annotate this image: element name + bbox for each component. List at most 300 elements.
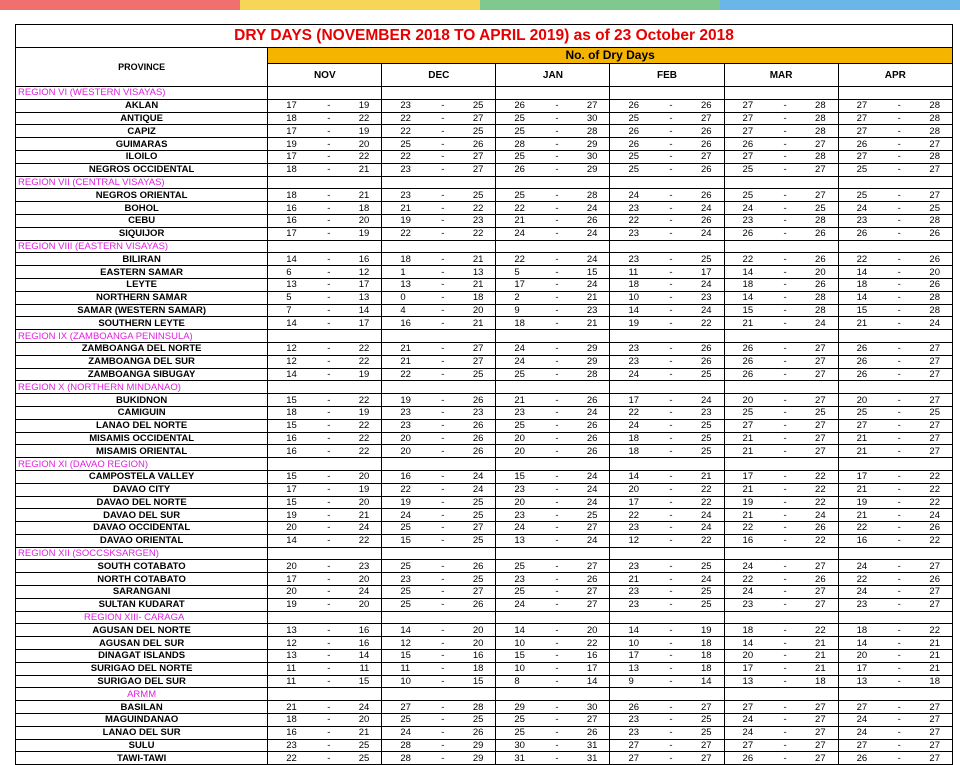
range-max-apr: 26	[904, 522, 952, 535]
range-max-mar: 27	[790, 726, 838, 739]
range-min-apr: 18	[838, 278, 894, 291]
range-separator: -	[780, 355, 790, 368]
top-bar-segment-green	[480, 0, 720, 10]
range-max-nov: 19	[334, 99, 382, 112]
range-separator: -	[894, 624, 904, 637]
range-min-nov: 19	[268, 509, 324, 522]
range-separator: -	[438, 483, 448, 496]
range-separator: -	[552, 701, 562, 714]
range-separator: -	[438, 560, 448, 573]
range-max-mar: 26	[790, 522, 838, 535]
range-separator: -	[324, 368, 334, 381]
province-name: CAPIZ	[16, 125, 268, 138]
range-min-feb: 26	[610, 138, 666, 151]
range-min-dec: 0	[382, 291, 438, 304]
table-row	[16, 125, 953, 138]
range-max-feb: 22	[676, 534, 724, 547]
table-row	[16, 573, 953, 586]
range-max-feb: 25	[676, 586, 724, 599]
range-separator: -	[438, 432, 448, 445]
range-min-apr: 26	[838, 752, 894, 765]
range-separator: -	[780, 445, 790, 458]
range-max-nov: 24	[334, 522, 382, 535]
range-separator: -	[438, 675, 448, 688]
province-name: LEYTE	[16, 278, 268, 291]
range-min-nov: 16	[268, 214, 324, 227]
range-min-mar: 27	[724, 112, 780, 125]
range-min-jan: 24	[496, 598, 552, 611]
range-separator: -	[666, 189, 676, 202]
range-separator: -	[894, 739, 904, 752]
range-max-mar: 27	[790, 752, 838, 765]
range-separator: -	[552, 586, 562, 599]
range-max-jan: 21	[562, 317, 610, 330]
region-row-empty-cell	[610, 458, 724, 471]
range-min-apr: 18	[838, 624, 894, 637]
range-min-mar: 14	[724, 266, 780, 279]
range-min-apr: 25	[838, 189, 894, 202]
region-row-empty-cell	[268, 547, 382, 560]
range-separator: -	[780, 394, 790, 407]
range-min-feb: 27	[610, 752, 666, 765]
range-min-mar: 20	[724, 394, 780, 407]
range-separator: -	[552, 99, 562, 112]
range-separator: -	[666, 291, 676, 304]
range-max-feb: 25	[676, 432, 724, 445]
range-separator: -	[894, 496, 904, 509]
table-row	[16, 368, 953, 381]
range-min-jan: 22	[496, 202, 552, 215]
range-max-dec: 29	[448, 739, 496, 752]
range-separator: -	[666, 394, 676, 407]
range-separator: -	[780, 304, 790, 317]
region-row	[16, 240, 953, 253]
range-max-dec: 20	[448, 624, 496, 637]
region-row-empty-cell	[838, 611, 952, 624]
range-separator: -	[438, 445, 448, 458]
range-max-feb: 26	[676, 355, 724, 368]
range-separator: -	[552, 202, 562, 215]
region-label: REGION VII (CENTRAL VISAYAS)	[16, 176, 268, 189]
range-max-mar: 28	[790, 150, 838, 163]
range-min-jan: 2	[496, 291, 552, 304]
range-max-dec: 26	[448, 432, 496, 445]
range-min-apr: 14	[838, 291, 894, 304]
range-max-apr: 28	[904, 304, 952, 317]
range-max-apr: 27	[904, 368, 952, 381]
province-name: ZAMBOANGA SIBUGAY	[16, 368, 268, 381]
range-separator: -	[552, 253, 562, 266]
range-separator: -	[324, 419, 334, 432]
range-max-feb: 24	[676, 394, 724, 407]
region-row-empty-cell	[268, 458, 382, 471]
range-separator: -	[894, 253, 904, 266]
table-row	[16, 406, 953, 419]
province-name: ILOILO	[16, 150, 268, 163]
region-row-empty-cell	[268, 611, 382, 624]
range-max-feb: 26	[676, 125, 724, 138]
province-name: EASTERN SAMAR	[16, 266, 268, 279]
range-separator: -	[894, 227, 904, 240]
range-min-dec: 23	[382, 163, 438, 176]
range-max-dec: 26	[448, 445, 496, 458]
range-separator: -	[894, 726, 904, 739]
range-min-apr: 23	[838, 214, 894, 227]
table-row	[16, 419, 953, 432]
region-row-empty-cell	[496, 547, 610, 560]
range-separator: -	[438, 573, 448, 586]
range-min-dec: 28	[382, 739, 438, 752]
table-row	[16, 726, 953, 739]
range-separator: -	[894, 317, 904, 330]
range-separator: -	[438, 253, 448, 266]
range-separator: -	[894, 701, 904, 714]
range-max-feb: 26	[676, 214, 724, 227]
region-row-empty-cell	[610, 611, 724, 624]
dry-days-table	[15, 24, 953, 765]
range-max-jan: 29	[562, 355, 610, 368]
range-max-apr: 26	[904, 573, 952, 586]
range-separator: -	[780, 253, 790, 266]
range-min-apr: 24	[838, 714, 894, 727]
range-min-feb: 26	[610, 701, 666, 714]
range-max-mar: 27	[790, 598, 838, 611]
range-min-jan: 23	[496, 406, 552, 419]
range-min-feb: 27	[610, 739, 666, 752]
range-max-nov: 16	[334, 637, 382, 650]
range-separator: -	[438, 112, 448, 125]
range-min-nov: 20	[268, 586, 324, 599]
range-min-nov: 23	[268, 739, 324, 752]
range-max-apr: 28	[904, 214, 952, 227]
range-separator: -	[324, 227, 334, 240]
range-min-feb: 23	[610, 227, 666, 240]
range-separator: -	[324, 637, 334, 650]
range-separator: -	[552, 304, 562, 317]
range-separator: -	[324, 125, 334, 138]
range-separator: -	[324, 394, 334, 407]
range-max-jan: 26	[562, 573, 610, 586]
range-max-nov: 21	[334, 163, 382, 176]
range-max-jan: 30	[562, 701, 610, 714]
range-separator: -	[780, 586, 790, 599]
range-max-dec: 25	[448, 534, 496, 547]
range-min-jan: 24	[496, 522, 552, 535]
range-min-feb: 23	[610, 253, 666, 266]
range-max-nov: 22	[334, 534, 382, 547]
table-row	[16, 470, 953, 483]
range-min-apr: 26	[838, 227, 894, 240]
range-separator: -	[552, 650, 562, 663]
range-separator: -	[438, 714, 448, 727]
table-row	[16, 496, 953, 509]
range-separator: -	[780, 163, 790, 176]
range-min-nov: 18	[268, 112, 324, 125]
range-max-dec: 21	[448, 317, 496, 330]
range-max-dec: 18	[448, 291, 496, 304]
range-separator: -	[666, 214, 676, 227]
region-row-empty-cell	[838, 240, 952, 253]
range-separator: -	[438, 650, 448, 663]
top-bar-segment-blue	[720, 0, 960, 10]
range-max-feb: 24	[676, 522, 724, 535]
range-max-feb: 27	[676, 752, 724, 765]
range-separator: -	[324, 662, 334, 675]
range-separator: -	[552, 752, 562, 765]
range-separator: -	[666, 701, 676, 714]
range-min-jan: 8	[496, 675, 552, 688]
range-min-feb: 9	[610, 675, 666, 688]
range-separator: -	[894, 342, 904, 355]
range-max-nov: 20	[334, 138, 382, 151]
province-name: DAVAO CITY	[16, 483, 268, 496]
province-column-header: PROVINCE	[16, 48, 268, 87]
range-max-nov: 17	[334, 317, 382, 330]
range-separator: -	[438, 534, 448, 547]
range-min-dec: 22	[382, 368, 438, 381]
range-separator: -	[324, 726, 334, 739]
range-min-jan: 24	[496, 342, 552, 355]
range-min-apr: 26	[838, 342, 894, 355]
region-row-empty-cell	[268, 688, 382, 701]
range-separator: -	[324, 202, 334, 215]
range-separator: -	[552, 432, 562, 445]
range-max-nov: 25	[334, 739, 382, 752]
range-max-jan: 24	[562, 202, 610, 215]
range-max-nov: 22	[334, 419, 382, 432]
range-min-jan: 21	[496, 214, 552, 227]
range-separator: -	[780, 291, 790, 304]
range-separator: -	[438, 496, 448, 509]
range-separator: -	[780, 214, 790, 227]
range-max-dec: 25	[448, 496, 496, 509]
range-min-mar: 15	[724, 304, 780, 317]
range-min-dec: 1	[382, 266, 438, 279]
range-max-nov: 14	[334, 650, 382, 663]
province-name: ZAMBOANGA DEL NORTE	[16, 342, 268, 355]
range-separator: -	[894, 189, 904, 202]
range-min-jan: 18	[496, 317, 552, 330]
range-min-dec: 22	[382, 125, 438, 138]
region-row-empty-cell	[610, 240, 724, 253]
range-max-dec: 24	[448, 483, 496, 496]
range-max-feb: 25	[676, 445, 724, 458]
range-separator: -	[438, 752, 448, 765]
range-separator: -	[666, 560, 676, 573]
range-max-dec: 27	[448, 355, 496, 368]
range-max-apr: 24	[904, 317, 952, 330]
range-separator: -	[666, 714, 676, 727]
range-max-mar: 21	[790, 650, 838, 663]
range-separator: -	[552, 560, 562, 573]
range-min-jan: 25	[496, 189, 552, 202]
region-row-empty-cell	[724, 688, 838, 701]
range-max-jan: 28	[562, 368, 610, 381]
range-max-mar: 28	[790, 112, 838, 125]
range-min-feb: 23	[610, 560, 666, 573]
range-min-feb: 23	[610, 355, 666, 368]
range-min-feb: 17	[610, 496, 666, 509]
range-separator: -	[894, 432, 904, 445]
range-separator: -	[894, 419, 904, 432]
range-min-mar: 24	[724, 586, 780, 599]
range-separator: -	[780, 432, 790, 445]
range-separator: -	[894, 214, 904, 227]
range-max-mar: 22	[790, 624, 838, 637]
range-max-jan: 27	[562, 586, 610, 599]
range-min-feb: 12	[610, 534, 666, 547]
table-row	[16, 202, 953, 215]
range-separator: -	[894, 445, 904, 458]
range-min-nov: 14	[268, 368, 324, 381]
range-separator: -	[780, 266, 790, 279]
range-max-mar: 27	[790, 701, 838, 714]
range-separator: -	[324, 266, 334, 279]
range-max-apr: 28	[904, 99, 952, 112]
range-separator: -	[780, 752, 790, 765]
range-min-apr: 15	[838, 304, 894, 317]
range-max-mar: 21	[790, 637, 838, 650]
range-max-mar: 27	[790, 163, 838, 176]
range-min-dec: 22	[382, 112, 438, 125]
range-max-feb: 24	[676, 304, 724, 317]
range-max-apr: 27	[904, 598, 952, 611]
range-max-apr: 27	[904, 714, 952, 727]
range-min-jan: 31	[496, 752, 552, 765]
range-min-apr: 24	[838, 202, 894, 215]
province-name: LANAO DEL NORTE	[16, 419, 268, 432]
range-min-jan: 25	[496, 560, 552, 573]
range-separator: -	[780, 483, 790, 496]
range-max-mar: 22	[790, 470, 838, 483]
range-separator: -	[324, 317, 334, 330]
range-min-nov: 19	[268, 598, 324, 611]
province-name: SOUTHERN LEYTE	[16, 317, 268, 330]
range-min-dec: 22	[382, 150, 438, 163]
range-max-dec: 22	[448, 227, 496, 240]
range-min-dec: 22	[382, 227, 438, 240]
range-min-feb: 23	[610, 586, 666, 599]
range-min-feb: 10	[610, 291, 666, 304]
range-min-feb: 24	[610, 419, 666, 432]
range-max-apr: 27	[904, 189, 952, 202]
range-separator: -	[324, 586, 334, 599]
province-name: CAMIGUIN	[16, 406, 268, 419]
range-max-dec: 27	[448, 522, 496, 535]
range-max-jan: 24	[562, 496, 610, 509]
range-min-mar: 22	[724, 573, 780, 586]
region-row-empty-cell	[496, 176, 610, 189]
range-separator: -	[666, 637, 676, 650]
range-max-nov: 21	[334, 509, 382, 522]
range-separator: -	[552, 496, 562, 509]
range-separator: -	[666, 202, 676, 215]
range-max-apr: 27	[904, 419, 952, 432]
range-separator: -	[780, 470, 790, 483]
range-min-jan: 25	[496, 125, 552, 138]
range-separator: -	[780, 150, 790, 163]
range-max-jan: 31	[562, 752, 610, 765]
range-min-apr: 19	[838, 496, 894, 509]
range-max-nov: 24	[334, 586, 382, 599]
range-separator: -	[324, 304, 334, 317]
region-row-empty-cell	[724, 330, 838, 343]
range-max-apr: 27	[904, 726, 952, 739]
region-row	[16, 87, 953, 100]
range-separator: -	[666, 406, 676, 419]
range-separator: -	[324, 483, 334, 496]
range-separator: -	[324, 573, 334, 586]
range-min-dec: 24	[382, 509, 438, 522]
range-min-feb: 18	[610, 432, 666, 445]
range-min-dec: 27	[382, 701, 438, 714]
province-name: BASILAN	[16, 701, 268, 714]
range-separator: -	[552, 534, 562, 547]
range-max-jan: 15	[562, 266, 610, 279]
range-max-jan: 26	[562, 445, 610, 458]
range-min-jan: 9	[496, 304, 552, 317]
range-max-feb: 18	[676, 650, 724, 663]
province-name: NEGROS ORIENTAL	[16, 189, 268, 202]
range-separator: -	[438, 138, 448, 151]
range-separator: -	[438, 739, 448, 752]
range-max-feb: 24	[676, 509, 724, 522]
range-min-feb: 22	[610, 406, 666, 419]
range-separator: -	[438, 701, 448, 714]
range-max-apr: 21	[904, 662, 952, 675]
range-min-nov: 16	[268, 202, 324, 215]
range-separator: -	[552, 675, 562, 688]
range-min-mar: 21	[724, 483, 780, 496]
range-max-dec: 26	[448, 419, 496, 432]
region-row	[16, 547, 953, 560]
range-max-nov: 11	[334, 662, 382, 675]
range-separator: -	[894, 99, 904, 112]
range-separator: -	[780, 317, 790, 330]
province-name: MAGUINDANAO	[16, 714, 268, 727]
range-max-jan: 26	[562, 726, 610, 739]
range-min-dec: 16	[382, 470, 438, 483]
table-row	[16, 394, 953, 407]
range-separator: -	[894, 650, 904, 663]
range-separator: -	[438, 355, 448, 368]
range-separator: -	[552, 470, 562, 483]
range-separator: -	[552, 214, 562, 227]
range-max-apr: 28	[904, 291, 952, 304]
range-max-dec: 29	[448, 752, 496, 765]
range-max-dec: 13	[448, 266, 496, 279]
range-max-mar: 24	[790, 317, 838, 330]
range-separator: -	[552, 662, 562, 675]
table-row	[16, 586, 953, 599]
range-separator: -	[324, 445, 334, 458]
range-min-dec: 23	[382, 189, 438, 202]
region-row-empty-cell	[838, 330, 952, 343]
range-separator: -	[324, 509, 334, 522]
range-max-mar: 27	[790, 586, 838, 599]
range-max-nov: 19	[334, 483, 382, 496]
range-separator: -	[438, 598, 448, 611]
range-separator: -	[780, 112, 790, 125]
region-label: REGION VI (WESTERN VISAYAS)	[16, 87, 268, 100]
range-max-dec: 26	[448, 138, 496, 151]
range-min-mar: 17	[724, 662, 780, 675]
province-name: AGUSAN DEL NORTE	[16, 624, 268, 637]
range-min-feb: 14	[610, 470, 666, 483]
table-row	[16, 150, 953, 163]
range-max-jan: 24	[562, 278, 610, 291]
range-max-dec: 21	[448, 253, 496, 266]
